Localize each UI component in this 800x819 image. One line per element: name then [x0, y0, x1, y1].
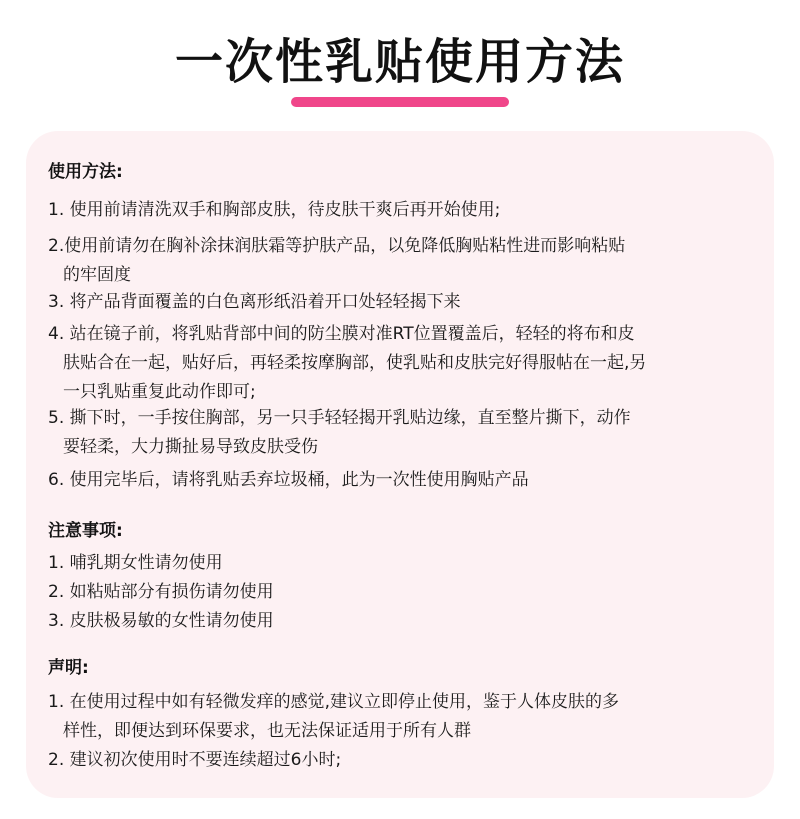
item-text: 如粘贴部分有损伤请勿使用 [64, 582, 274, 602]
statement-item-1 [48, 688, 748, 746]
item-number: 5. [48, 408, 65, 428]
usage-item-2 [48, 232, 748, 290]
item-number: 2. [48, 582, 65, 602]
usage-item-6 [48, 466, 748, 495]
item-number: 4. [48, 324, 65, 344]
item-text: 皮肤极易敏的女性请勿使用 [64, 611, 274, 631]
item-text-cont: 样性，即便达到环保要求，也无法保证适用于所有人群 [63, 721, 471, 741]
item-text: 撕下时，一手按住胸部，另一只手轻轻揭开乳贴边缘，直至整片撕下，动作 [64, 408, 631, 428]
notes-item-3 [48, 607, 748, 636]
item-number: 6. [48, 470, 65, 490]
usage-item-4 [48, 320, 748, 407]
item-number: 3. [48, 611, 65, 631]
notes-heading: 注意事项: [48, 521, 123, 541]
usage-item-3 [48, 288, 748, 317]
notes-item-1 [48, 549, 748, 578]
item-text: 哺乳期女性请勿使用 [64, 553, 223, 573]
statement-heading: 声明: [48, 658, 89, 678]
item-text-cont: 肤贴合在一起，贴好后，再轻柔按摩胸部，使乳贴和皮肤完好得服帖在一起,另 [63, 353, 647, 373]
item-number: 1. [48, 692, 65, 712]
item-number: 2. [48, 236, 65, 256]
item-text: 将产品背面覆盖的白色离形纸沿着开口处轻轻揭下来 [64, 292, 461, 312]
item-text: 使用完毕后，请将乳贴丢弃垃圾桶，此为一次性使用胸贴产品 [64, 470, 529, 490]
item-text-cont: 的牢固度 [63, 265, 131, 285]
page-title: 一次性乳贴使用方法 [174, 34, 625, 90]
statement-item-2 [48, 746, 748, 775]
usage-heading: 使用方法: [48, 162, 123, 182]
item-text: 使用前请勿在胸补涂抹润肤霜等护肤产品，以免降低胸贴粘性进而影响粘贴 [64, 236, 626, 256]
item-text: 建议初次使用时不要连续超过6小时; [64, 750, 342, 770]
item-number: 1. [48, 200, 65, 220]
item-text-cont: 一只乳贴重复此动作即可; [63, 382, 256, 402]
item-number: 2. [48, 750, 65, 770]
notes-item-2 [48, 578, 748, 607]
usage-item-1 [48, 196, 748, 225]
item-text: 使用前请清洗双手和胸部皮肤，待皮肤干爽后再开始使用; [64, 200, 501, 220]
usage-item-5 [48, 404, 748, 462]
item-text-cont: 要轻柔，大力撕扯易导致皮肤受伤 [63, 437, 318, 457]
item-text: 站在镜子前，将乳贴背部中间的防尘膜对准RT位置覆盖后，轻轻的将布和皮 [64, 324, 635, 344]
item-text: 在使用过程中如有轻微发痒的感觉,建议立即停止使用，鉴于人体皮肤的多 [64, 692, 620, 712]
title-underline [291, 97, 509, 107]
item-number: 3. [48, 292, 65, 312]
item-number: 1. [48, 553, 65, 573]
